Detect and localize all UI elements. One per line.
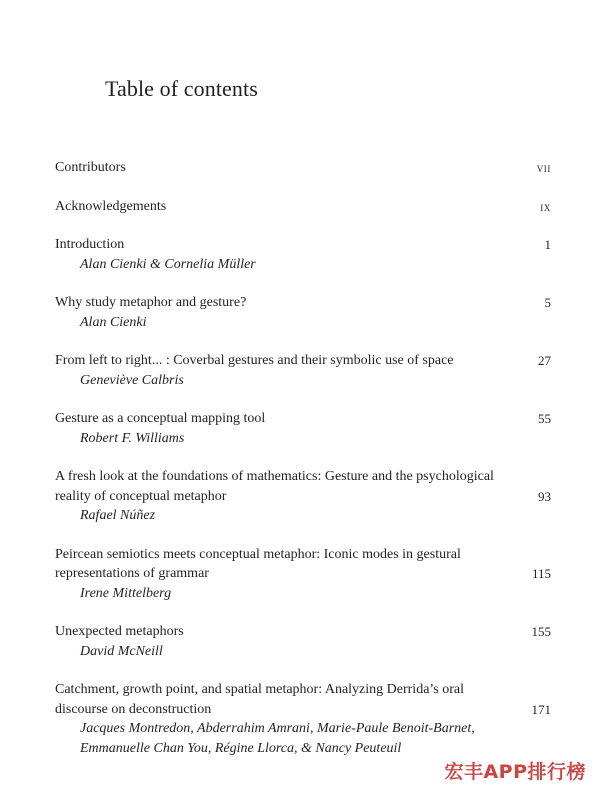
toc-entry-title: Unexpected metaphors (55, 624, 184, 639)
toc-entry-left-to-right[interactable] (55, 351, 551, 390)
toc-entry-acknowledgements[interactable] (55, 197, 551, 217)
toc-entry-author: Geneviève Calbris (80, 372, 184, 388)
toc-entry-author: Alan Cienki (80, 314, 147, 330)
toc-entry-conceptual-mapping[interactable] (55, 409, 551, 448)
toc-entry-author: Alan Cienki & Cornelia Müller (80, 256, 256, 272)
toc-entry-unexpected[interactable] (55, 622, 551, 661)
toc-entry-peircean[interactable] (55, 545, 551, 604)
toc-entry-catchment[interactable] (55, 680, 551, 758)
toc-entry-why-study[interactable] (55, 293, 551, 332)
toc-entry-author: Irene Mittelberg (80, 585, 172, 601)
page-title: Table of contents (105, 76, 258, 101)
toc-entry-page: 55 (538, 411, 551, 426)
toc-entry-page: 5 (544, 295, 551, 310)
toc-entry-page: 171 (531, 701, 551, 717)
toc-entry-page: ix (540, 198, 551, 214)
toc-entry-title: From left to right... : Coverbal gestures and their symbolic use of space (55, 353, 454, 368)
toc-entry-page: vii (536, 160, 551, 175)
toc-entry-page: 115 (531, 566, 551, 581)
toc-entry-author: Rafael Núñez (80, 508, 156, 523)
toc-entry-page: 1 (544, 237, 551, 252)
toc-entry-author: Jacques Montredon, Abderrahim Amrani, Marie-Paule Benoit-Barnet, Emmanuelle Chan You, Régine Llorca, & Nancy Peuteuil (80, 721, 475, 756)
watermark-logo: 宏丰APP排行榜 (444, 761, 586, 783)
toc-entry-mathematics[interactable] (55, 467, 551, 526)
toc-entry-title: Gesture as a conceptual mapping tool (55, 411, 266, 426)
toc-entry-title: Peircean semiotics meets conceptual metaphor: Iconic modes in gestural representations of grammar (55, 546, 461, 581)
toc-entry-contributors[interactable] (55, 158, 551, 178)
toc-entry-title: A fresh look at the foundations of mathematics: Gesture and the psychological reality of conceptual metaphor (55, 469, 494, 504)
toc-entry-title: Contributors (55, 160, 126, 175)
toc-entry-title: Acknowledgements (55, 198, 167, 214)
toc-entry-title: Introduction (55, 237, 125, 252)
toc-entry-page: 27 (538, 353, 551, 368)
table-of-contents (55, 158, 551, 758)
toc-entry-page: 155 (531, 624, 551, 639)
toc-entry-introduction[interactable] (55, 235, 551, 274)
toc-entry-title: Catchment, growth point, and spatial metaphor: Analyzing Derrida’s oral discourse on deconstruction (55, 682, 465, 717)
toc-entry-author: Robert F. Williams (80, 430, 185, 446)
toc-entry-author: David McNeill (80, 643, 163, 659)
toc-entry-page: 93 (538, 488, 551, 504)
toc-entry-title: Why study metaphor and gesture? (55, 295, 247, 310)
